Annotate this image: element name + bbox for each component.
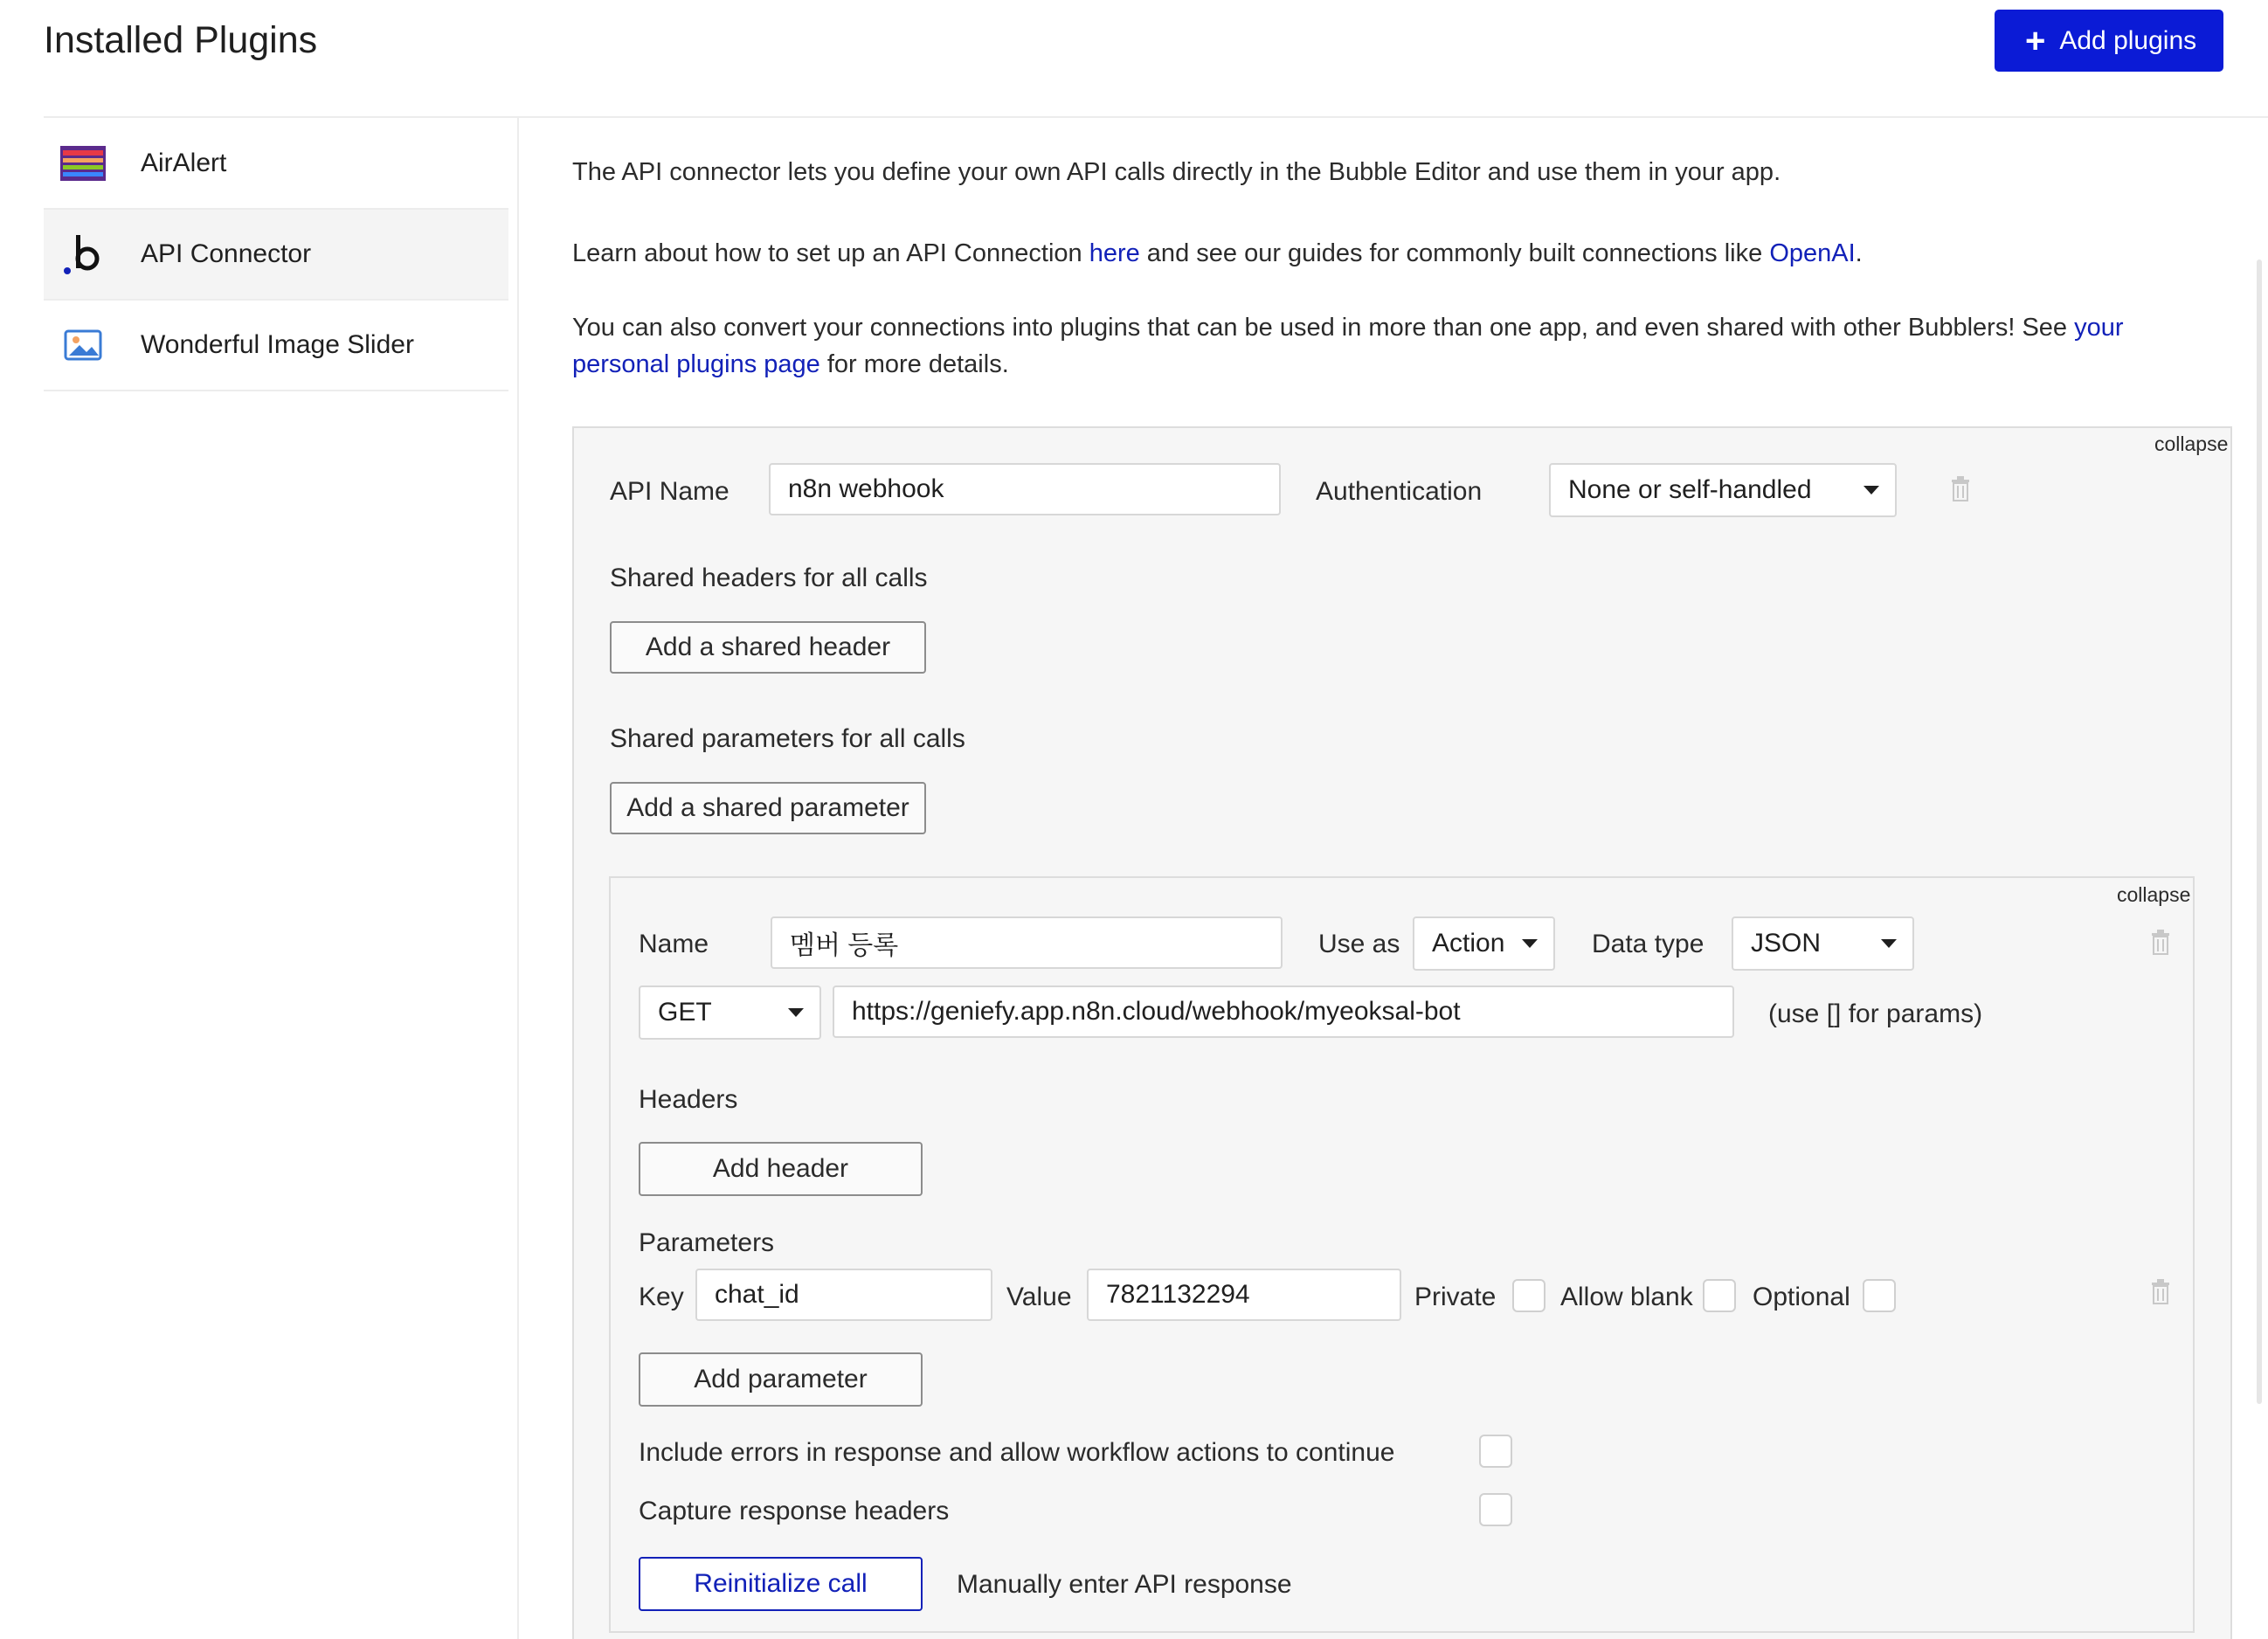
sidebar-item-label: Wonderful Image Slider (141, 330, 414, 359)
delete-call-trash-icon[interactable] (2150, 930, 2171, 956)
add-plugins-label: Add plugins (2059, 25, 2197, 55)
chevron-down-icon (1522, 939, 1538, 948)
intro-text: . (1855, 239, 1863, 267)
capture-headers-label: Capture response headers (639, 1497, 950, 1525)
intro-paragraph-2 (572, 235, 2171, 272)
header-divider (44, 116, 2268, 118)
sidebar-divider (517, 118, 519, 1639)
call-name-label: Name (639, 930, 709, 958)
intro-paragraph-3 (572, 309, 2171, 383)
capture-headers-checkbox[interactable] (1479, 1493, 1512, 1526)
authentication-select[interactable] (1549, 463, 1897, 517)
api-name-label: API Name (610, 477, 729, 506)
add-header-button[interactable]: Add header (639, 1142, 923, 1196)
plus-icon: + (2025, 21, 2046, 60)
private-checkbox[interactable] (1512, 1279, 1545, 1312)
http-method-select[interactable] (639, 985, 821, 1040)
delete-api-trash-icon[interactable] (1950, 476, 1971, 502)
chevron-down-icon (788, 1008, 804, 1017)
here-link[interactable]: here (1089, 239, 1140, 267)
intro-text: for more details. (819, 350, 1009, 378)
url-params-hint: (use [] for params) (1768, 999, 1983, 1028)
openai-link[interactable]: OpenAI (1769, 239, 1856, 267)
data-type-value: JSON (1751, 929, 1822, 958)
allow-blank-checkbox[interactable] (1703, 1279, 1736, 1312)
param-value-label: Value (1006, 1283, 1072, 1311)
intro-paragraph-1: The API connector lets you define your own API calls directly in the Bubble Editor and use them in your app. (572, 158, 1781, 186)
call-collapse-link[interactable]: collapse (2117, 883, 2191, 906)
api-name-input[interactable]: n8n webhook (769, 463, 1281, 515)
airalert-logo-icon (57, 137, 109, 190)
headers-label: Headers (639, 1085, 738, 1114)
authentication-label: Authentication (1316, 477, 1483, 506)
param-value-input[interactable]: 7821132294 (1087, 1269, 1401, 1321)
include-errors-label: Include errors in response and allow workflow actions to continue (639, 1438, 1395, 1467)
add-parameter-button[interactable]: Add parameter (639, 1352, 923, 1407)
sidebar-item-wonderful-image-slider[interactable] (44, 301, 508, 391)
bubble-logo-icon (57, 228, 109, 280)
use-as-value: Action (1432, 929, 1505, 958)
manual-response-link[interactable]: Manually enter API response (957, 1570, 1292, 1599)
personal-plugins-link[interactable]: your personal plugins page (572, 314, 2124, 378)
add-shared-parameter-button[interactable]: Add a shared parameter (610, 782, 926, 834)
sidebar-item-label: API Connector (141, 239, 312, 268)
data-type-select[interactable] (1732, 916, 1914, 971)
param-key-label: Key (639, 1283, 684, 1311)
sidebar-item-airalert[interactable] (44, 119, 508, 210)
intro-text: Learn about how to set up an API Connection (572, 239, 1089, 267)
authentication-value: None or self-handled (1568, 475, 1812, 504)
intro-text: You can also convert your connections into plugins that can be used in more than one app, and even shared with other Bubblers! See (572, 314, 2075, 342)
http-method-value: GET (658, 998, 712, 1027)
url-input[interactable]: https://geniefy.app.n8n.cloud/webhook/myeoksal-bot (833, 985, 1734, 1038)
parameters-label: Parameters (639, 1228, 775, 1257)
param-key-input[interactable]: chat_id (695, 1269, 992, 1321)
data-type-label: Data type (1592, 930, 1704, 958)
private-label: Private (1414, 1283, 1497, 1311)
scrollbar[interactable] (2257, 259, 2262, 1404)
api-collapse-link[interactable]: collapse (2154, 432, 2229, 455)
intro-text: and see our guides for commonly built connections like (1139, 239, 1770, 267)
allow-blank-label: Allow blank (1560, 1283, 1693, 1311)
use-as-label: Use as (1318, 930, 1400, 958)
chevron-down-icon (1863, 486, 1879, 494)
call-name-input[interactable]: 멤버 등록 (771, 916, 1283, 969)
use-as-select[interactable] (1413, 916, 1555, 971)
add-plugins-button[interactable] (1995, 10, 2223, 72)
delete-parameter-trash-icon[interactable] (2150, 1279, 2171, 1305)
add-shared-header-button[interactable]: Add a shared header (610, 621, 926, 674)
optional-label: Optional (1753, 1283, 1850, 1311)
include-errors-checkbox[interactable] (1479, 1435, 1512, 1468)
sidebar-item-api-connector[interactable] (44, 210, 508, 301)
reinitialize-call-button[interactable]: Reinitialize call (639, 1557, 923, 1611)
page-title: Installed Plugins (44, 19, 318, 61)
image-slider-icon (57, 319, 109, 371)
sidebar-item-label: AirAlert (141, 149, 227, 177)
optional-checkbox[interactable] (1863, 1279, 1896, 1312)
shared-headers-label: Shared headers for all calls (610, 564, 928, 592)
chevron-down-icon (1881, 939, 1897, 948)
shared-params-label: Shared parameters for all calls (610, 724, 965, 753)
